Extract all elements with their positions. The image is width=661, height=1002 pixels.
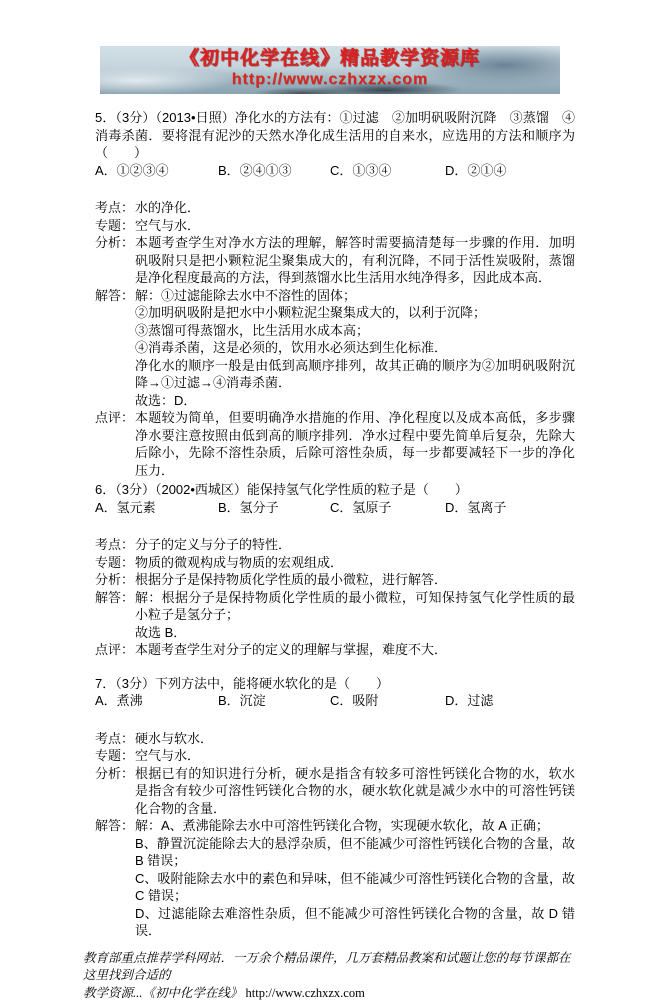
- question-7-option-d: D．过滤: [445, 692, 575, 710]
- footer-promo: [83, 950, 575, 1002]
- section-fenxi: [95, 571, 575, 589]
- answer-line: 解：A、煮沸能除去水中可溶性钙镁化合物，实现硬水软化，故 A 正确；: [135, 817, 575, 835]
- section-label: 分析：: [95, 571, 135, 589]
- question-6-options-row: [95, 499, 575, 517]
- section-content: 空气与水．: [135, 747, 575, 765]
- section-zhuanti: [95, 217, 575, 235]
- footer-line2: [83, 985, 575, 1002]
- section-content: 本题较为简单，但要明确净水措施的作用、净化程度以及成本高低，多步骤净水要注意按照由低到高的顺序排列．净水过程中要先简单后复杂，先除大后除小，先除不溶性杂质，后除可溶性杂质，每一步都要减轻下一步的净化压力．: [135, 409, 575, 479]
- section-label: 考点：: [95, 536, 135, 554]
- section-kaodian: [95, 199, 575, 217]
- section-dianping: [95, 409, 575, 479]
- section-content: 分子的定义与分子的特性．: [135, 536, 575, 554]
- section-zhuanti: [95, 747, 575, 765]
- section-label: 分析：: [95, 234, 135, 287]
- section-label: 专题：: [95, 747, 135, 765]
- answer-line: 故选 B．: [135, 624, 575, 642]
- footer-line1: 教育部重点推荐学科网站．一万余个精品课件，几万套精品教案和试题让您的每节课都在这里找到合适的: [83, 950, 575, 985]
- footer-site-url: http://www.czhxzx.com: [246, 986, 365, 1000]
- section-fenxi: [95, 234, 575, 287]
- answer-line: 解：①过滤能除去水中不溶性的固体；: [135, 287, 575, 305]
- question-7-options-row: [95, 692, 575, 710]
- answer-line: 净化水的顺序一般是由低到高顺序排列，故其正确的顺序为②加明矾吸附沉降→①过滤→④消毒杀菌．: [135, 357, 575, 392]
- question-6-option-a: A．氢元素: [95, 499, 218, 517]
- section-content: 本题考查学生对分子的定义的理解与掌握，难度不大．: [135, 641, 575, 659]
- footer-line2-text: 教学资源...《初中化学在线》: [83, 986, 242, 1000]
- answer-line: C、吸附能除去水中的素色和异味，但不能减少可溶性钙镁化合物的含量，故 C 错误；: [135, 870, 575, 905]
- question-6-option-d: D．氢离子: [445, 499, 575, 517]
- question-6-explanation: [95, 536, 575, 659]
- section-label: 解答：: [95, 817, 135, 940]
- section-content: 水的净化．: [135, 199, 575, 217]
- banner-site-title: 《初中化学在线》精品教学资源库: [100, 48, 560, 70]
- section-content: 物质的微观构成与物质的宏观组成．: [135, 554, 575, 572]
- question-6-option-b: B．氢分子: [218, 499, 330, 517]
- question-5-option-b: B．②④①③: [218, 162, 330, 180]
- question-5-option-c: C．①③④: [330, 162, 445, 180]
- question-5-stem: 5．（3分）（2013•日照）净化水的方法有：①过滤 ②加明矾吸附沉降 ③蒸馏 ④消毒杀菌．要将混有泥沙的天然水净化成生活用的自来水，应选用的方法和顺序为（ ）: [95, 109, 575, 162]
- question-7-option-c: C．吸附: [330, 692, 445, 710]
- question-6-option-c: C．氢原子: [330, 499, 445, 517]
- answer-line: ④消毒杀菌，这是必须的，饮用水必须达到生化标准．: [135, 339, 575, 357]
- question-6: [95, 481, 575, 659]
- section-label: 解答：: [95, 589, 135, 642]
- question-7-option-a: A．煮沸: [95, 692, 218, 710]
- section-label: 解答：: [95, 287, 135, 410]
- section-content: 根据已有的知识进行分析，硬水是指含有较多可溶性钙镁化合物的水，软水是指含有较少可溶性钙镁化合物的水，硬水软化就是减少水中的可溶性钙镁化合物的含量．: [135, 765, 575, 818]
- question-7: [95, 675, 575, 940]
- section-label: 专题：: [95, 554, 135, 572]
- section-label: 专题：: [95, 217, 135, 235]
- section-jieda: [95, 287, 575, 410]
- question-5-option-a: A．①②③④: [95, 162, 218, 180]
- section-zhuanti: [95, 554, 575, 572]
- question-5-explanation: [95, 199, 575, 479]
- question-5-option-d: D．②①④: [445, 162, 575, 180]
- question-5-options-row: [95, 162, 575, 180]
- answer-line: ③蒸馏可得蒸馏水，比生活用水成本高；: [135, 322, 575, 340]
- section-kaodian: [95, 730, 575, 748]
- section-content: 硬水与软水．: [135, 730, 575, 748]
- section-jieda: [95, 589, 575, 642]
- section-label: 点评：: [95, 409, 135, 479]
- section-content: 本题考查学生对净水方法的理解，解答时需要搞清楚每一步骤的作用．加明矾吸附只是把小颗粒泥尘聚集成大的，有利沉降，不同于活性炭吸附，蒸馏是净化程度最高的方法，得到蒸馏水比生活用水纯净得多，因此成本高．: [135, 234, 575, 287]
- section-jieda: [95, 817, 575, 940]
- section-kaodian: [95, 536, 575, 554]
- section-fenxi: [95, 765, 575, 818]
- answer-line: ②加明矾吸附是把水中小颗粒泥尘聚集成大的，以利于沉降；: [135, 304, 575, 322]
- question-5: [95, 109, 575, 479]
- section-content: 根据分子是保持物质化学性质的最小微粒，进行解答．: [135, 571, 575, 589]
- section-label: 分析：: [95, 765, 135, 818]
- document-body: [95, 109, 575, 1002]
- question-7-option-b: B．沉淀: [218, 692, 330, 710]
- section-label: 考点：: [95, 199, 135, 217]
- banner-site-url: http://www.czhxzx.com: [100, 70, 560, 90]
- section-content: 空气与水．: [135, 217, 575, 235]
- section-content: [135, 287, 575, 410]
- section-label: 考点：: [95, 730, 135, 748]
- answer-line: 故选：D．: [135, 392, 575, 410]
- answer-line: B、静置沉淀能除去大的悬浮杂质，但不能减少可溶性钙镁化合物的含量，故 B 错误；: [135, 835, 575, 870]
- section-content: [135, 589, 575, 642]
- section-dianping: [95, 641, 575, 659]
- answer-line: D、过滤能除去难溶性杂质，但不能减少可溶性钙镁化合物的含量，故 D 错误．: [135, 905, 575, 940]
- answer-line: 解：根据分子是保持物质化学性质的最小微粒，可知保持氢气化学性质的最小粒子是氢分子；: [135, 589, 575, 624]
- section-content: [135, 817, 575, 940]
- question-7-stem: 7．（3分）下列方法中，能将硬水软化的是（ ）: [95, 675, 575, 693]
- question-6-stem: 6．（3分）（2002•西城区）能保持氢气化学性质的粒子是（ ）: [95, 481, 575, 499]
- question-7-explanation: [95, 730, 575, 940]
- section-label: 点评：: [95, 641, 135, 659]
- site-banner-image: [100, 46, 560, 94]
